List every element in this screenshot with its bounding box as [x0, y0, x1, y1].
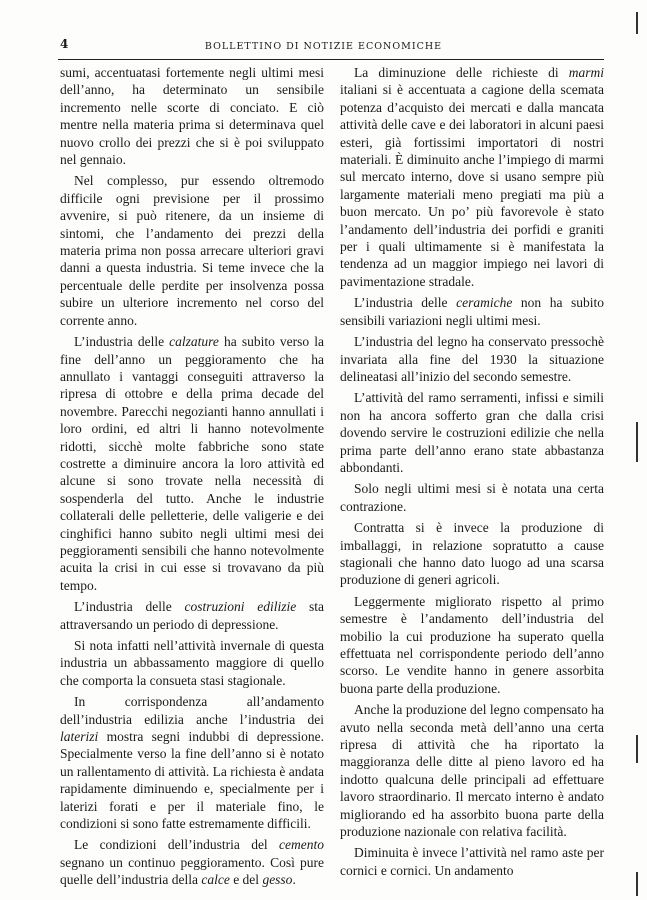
- paragraph: Leggermente migliorato rispetto al primo semestre è l’andamento dell’industria del mobilio la cui produzione ha superato quella effettuata nel corrispondente periodo dell’anno scorso. Le vendite hanno in genere assorbita buona parte della produzione.: [340, 593, 604, 696]
- paragraph: Diminuita è invece l’attività nel ramo aste per cornici e cornici. Un andamento: [340, 845, 604, 878]
- right-column: [340, 64, 604, 883]
- paragraph: L’industria del legno ha conservato pressochè invariata alla fine del 1930 la situazione delineatasi all’inizio del secondo semestre.: [340, 334, 604, 384]
- paragraph: L’attività del ramo serramenti, infissi e simili non ha ancora sofferto gran che dalla crisi dovendo servire le costruzioni edilizie che nella prima parte dell’anno erano state abbastanza abbondanti.: [340, 390, 604, 475]
- page-edge-mark: [636, 422, 638, 462]
- paragraph: L’industria delle ceramiche non ha subito sensibili variazioni negli ultimi mesi.: [340, 295, 605, 328]
- paragraph: L’industria delle calzature ha subito verso la fine dell’anno un peggioramento che ha annullato i vantaggi conseguiti attraverso la ripresa di ottobre e della prima decade del novembre. Parecchi negozianti hanno annullati i loro ordini, ed altri li hanno notevolmente ridotti, sicchè molte fabbriche sono state costrette a diminuire ancora la loro attività ed alcune si sono trovate nella necessità di sospenderla del tutto. Anche le industrie collaterali delle pelletterie, delle valigerie e dei cinghifici hanno subito negli ultimi mesi dei peggioramenti sensibili che hanno notevolmente acuita la crisi in cui esse si trovavano da più tempo.: [60, 334, 325, 593]
- paragraph: In corrispondenza all’andamento dell’industria edilizia anche l’industria dei laterizi mostra segni indubbi di depressione. Specialmente verso la fine dell’anno si è notato un rallentamento di attività. La richiesta è andata rapidamente diminuendo e, specialmente per i laterizi forati e per il materiale fino, le condizioni si sono fatte estremamente difficili.: [60, 694, 324, 832]
- page-edge-mark: [636, 735, 638, 763]
- paragraph: Anche la produzione del legno compensato ha avuto nella seconda metà dell’anno una certa ripresa di attività che ha riportato la maggioranza delle ditte al pieno lavoro ed ha indotto qualcuna delle principali ad effettuare lavoro straordinario. Il mercato interno è andato migliorando ed ha assorbito buona parte della produzione nazionale con relativa facilità.: [340, 702, 604, 840]
- page-edge-mark: [636, 12, 638, 34]
- paragraph: Solo negli ultimi mesi si è notata una certa contrazione.: [340, 481, 604, 514]
- paragraph: La diminuzione delle richieste di marmi italiani si è accentuata a cagione della scemata potenza d’acquisto dei mercati e dalla mancata attività delle cave e dei laboratori in alcuni paesi esteri, già fortissimi importatori di nostri materiali. È diminuito anche l’impiego di marmi sul mercato interno, dove si usano sempre più largamente materiali meno pregiati ma più a buon mercato. Un po’ più favorevole è stato l’andamento dell’industria dei porfidi e graniti per i quali ultimamente si è manifestata la tendenza ad un maggior impiego nei lavori di pavimentazione stradale.: [340, 65, 604, 289]
- paragraph: sumi, accentuatasi fortemente negli ultimi mesi dell’anno, ha determinato un sensibile incremento nelle scorte di conciato. E ciò mentre nella materia prima si determinava quel nuovo crollo dei prezzi che si è poi sviluppato nel gennaio.: [60, 65, 324, 168]
- page-number: 4: [60, 37, 69, 51]
- paragraph: Si nota infatti nell’attività invernale di questa industria un abbassamento maggiore di quello che comporta la consueta stasi stagionale.: [60, 638, 324, 688]
- header-rule: [58, 59, 604, 60]
- page-edge-mark: [636, 872, 638, 896]
- paragraph: Le condizioni dell’industria del cemento segnano un continuo peggioramento. Così pure quelle dell’industria della calce e del gesso.: [60, 837, 324, 888]
- running-head: BOLLETTINO DI NOTIZIE ECONOMICHE: [204, 41, 443, 52]
- paragraph: Contratta si è invece la produzione di imballaggi, in relazione sopratutto a cause stagionali che hanno dato luogo ad una scarsa produzione di generi agricoli.: [340, 520, 604, 588]
- left-column: [60, 64, 324, 893]
- paragraph: L’industria delle costruzioni edilizie sta attraversando un periodo di depressione.: [60, 599, 325, 632]
- paragraph: Nel complesso, pur essendo oltremodo difficile ogni previsione per il prossimo avvenire, si può ritenere, da un insieme di sintomi, che l’andamento dei prezzi della materia prima non possa arrecare ulteriori gravi danni a questa industria. Si teme invece che la percentuale delle perdite per insolvenza possa subire un ulteriore incremento nel corso del corrente anno.: [60, 173, 324, 328]
